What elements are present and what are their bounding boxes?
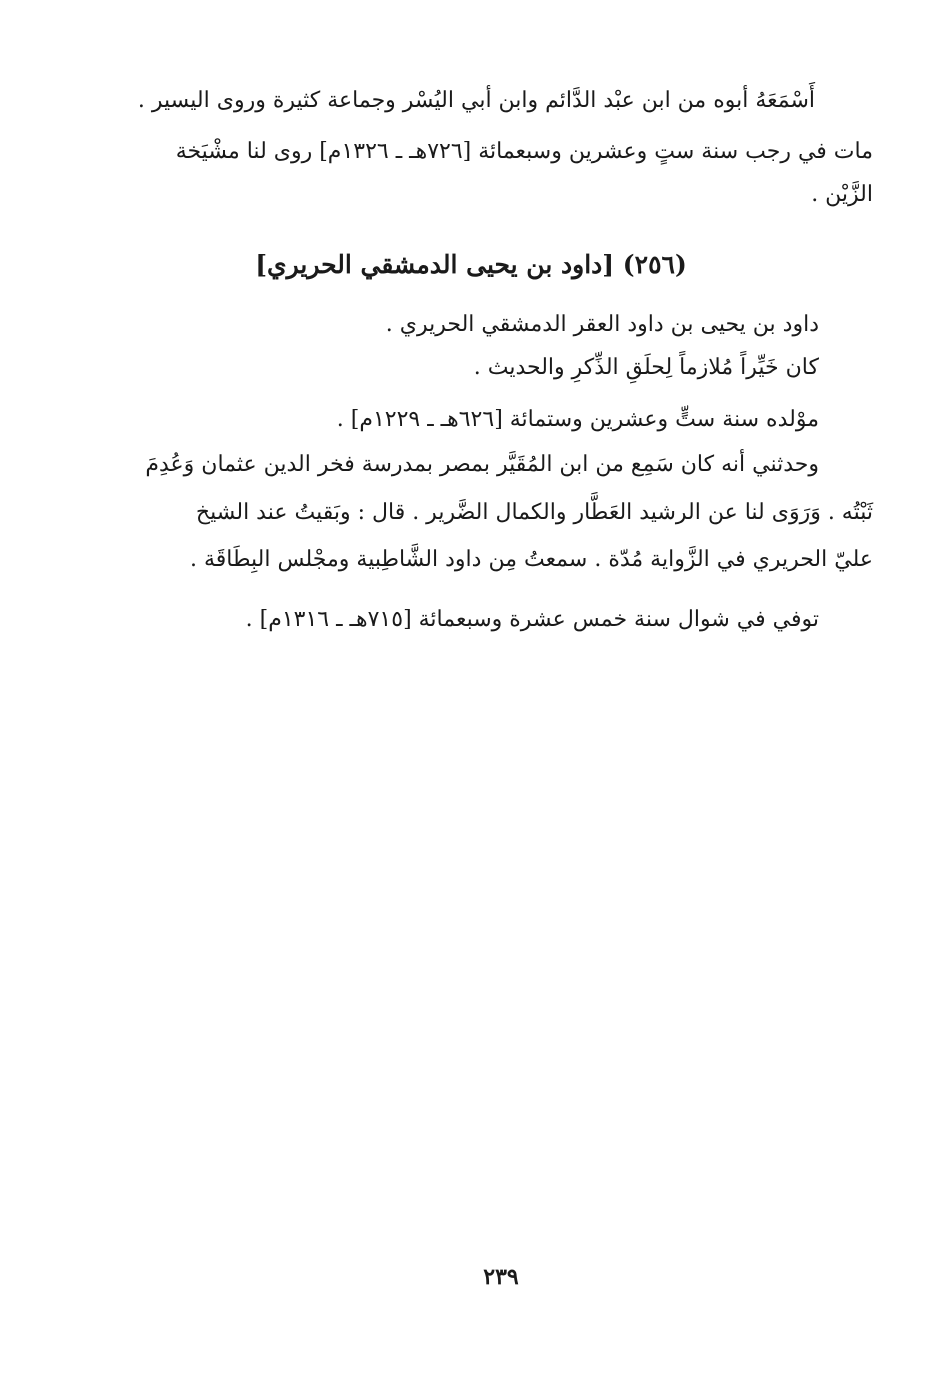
page-number: ٢٣٩ — [483, 1264, 519, 1290]
text-line: داود بن يحيى بن داود العقر الدمشقي الحريري . — [385, 312, 819, 337]
text-line: كان خَيِّراً مُلازماً لِحلَقِ الذِّكرِ والحديث . — [473, 355, 819, 380]
text-line: عليّ الحريري في الزَّواية مُدّة . سمعتُ مِن داود الشَّاطِبية ومجْلس البِطَاقَة . — [189, 547, 873, 572]
text-line: مات في رجب سنة ستٍ وعشرين وسبعمائة [٧٢٦هـ ـ ١٣٢٦م] روى لنا مشْيَخة — [175, 139, 873, 164]
text-line: وحدثني أنه كان سَمِع من ابن المُقَيَّر بمصر بمدرسة فخر الدين عثمان وَعُدِمَ — [145, 452, 819, 477]
entry-heading: (٢٥٦) [داود بن يحيى الدمشقي الحريري] — [255, 250, 687, 279]
text-line: أَسْمَعَهُ أبوه من ابن عبْد الدَّائم وابن أبي اليُسْر وجماعة كثيرة وروى اليسير . — [137, 88, 815, 113]
text-line: موْلده سنة ستٍّ وعشرين وستمائة [٦٢٦هـ ـ ١٢٢٩م] . — [336, 407, 819, 432]
text-line: الزَّيْن . — [811, 182, 873, 207]
text-line: توفي في شوال سنة خمس عشرة وسبعمائة [٧١٥هـ ـ ١٣١٦م] . — [245, 607, 819, 632]
text-line: ثَبْتُه . وَرَوَى لنا عن الرشيد العَطَّار والكمال الضَّرير . قال : وبَقيتُ عند الشيخ — [195, 500, 873, 525]
